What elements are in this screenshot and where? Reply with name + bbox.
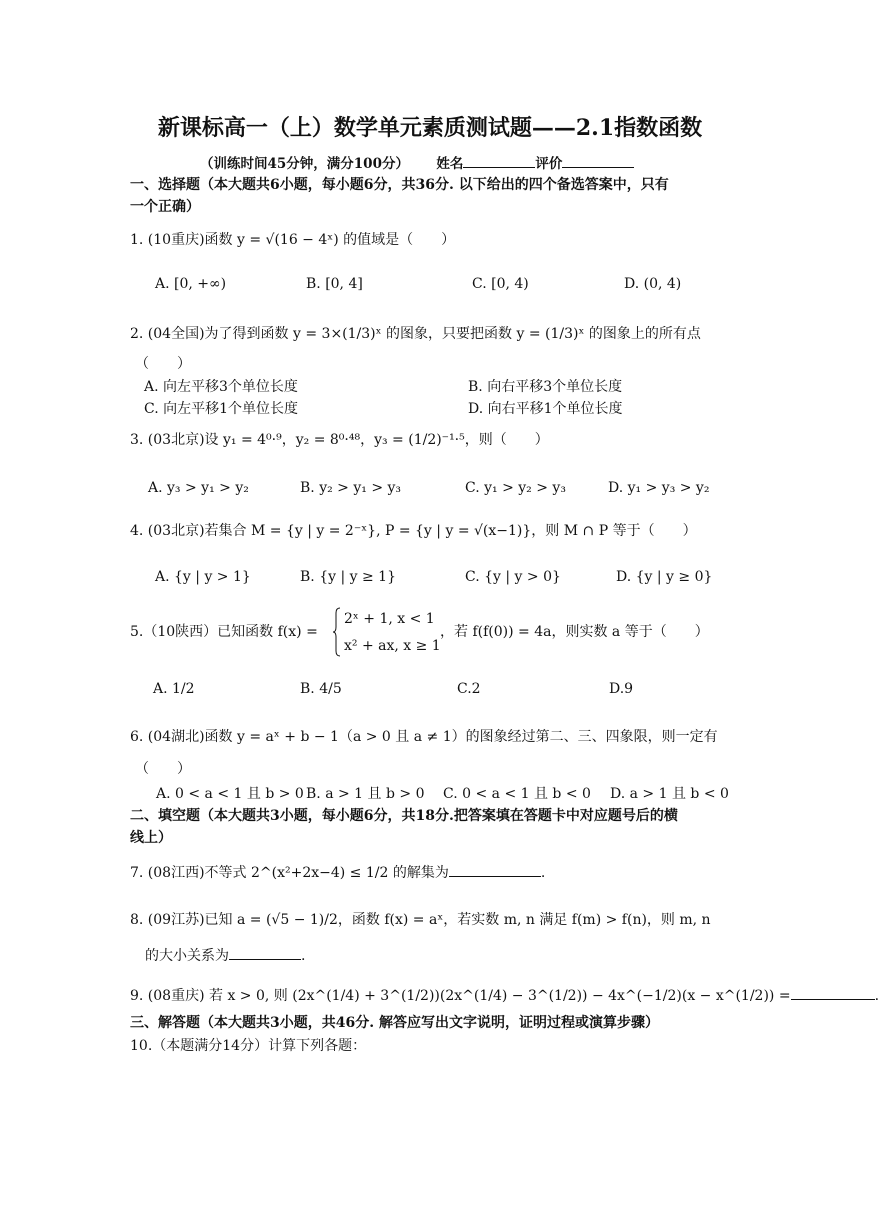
section3-header: 三、解答题（本大题共3小题，共46分. 解答应写出文字说明，证明过程或演算步骤） — [130, 1015, 659, 1031]
q3-option-c: C. y₁ > y₂ > y₃ — [465, 480, 566, 496]
name-label: 姓名 — [436, 156, 464, 172]
q3-option-b: B. y₂ > y₁ > y₃ — [300, 480, 402, 496]
question-5-stem-suffix: ，若 f(f(0)) = 4a，则实数 a 等于（ ） — [440, 624, 709, 640]
page-title: 新课标高一（上）数学单元素质测试题——2.1指数函数 — [157, 115, 703, 141]
question-7 — [130, 862, 545, 883]
section2-header-line1: 二、填空题（本大题共3小题，每小题6分，共18分.把答案填在答题卡中对应题号后的横 — [130, 808, 678, 824]
question-8-stem-line2: 的大小关系为 — [145, 948, 229, 964]
section2-header-line2: 线上） — [130, 830, 172, 846]
name-blank[interactable] — [463, 153, 535, 168]
q4-option-d: D. {y | y ≥ 0} — [616, 569, 713, 585]
question-5-stem-prefix: 5.（10陕西）已知函数 f(x) = — [130, 624, 318, 640]
question-9-stem: 9. (08重庆) 若 x > 0, 则 (2x^(1/4) + 3^(1/2))(2x^(1/4) − 3^(1/2)) − 4x^(−1/2)(x − x^(1/2)) = — [130, 988, 791, 1004]
section1-header-line2: 一个正确） — [130, 199, 200, 215]
q4-option-c: C. {y | y > 0} — [465, 569, 561, 585]
q1-option-a: A. [0, +∞) — [155, 276, 227, 292]
q2-option-d: D. 向右平移1个单位长度 — [468, 401, 623, 417]
question-9 — [130, 985, 879, 1006]
question-7-stem: 7. (08江西)不等式 2^(x²+2x−4) ≤ 1/2 的解集为 — [130, 865, 449, 881]
q2-option-b: B. 向右平移3个单位长度 — [468, 379, 623, 395]
question-2-stem-line2: （ ） — [135, 356, 191, 372]
q6-option-b: B. a > 1 且 b > 0 — [306, 786, 425, 802]
q5-option-c: C.2 — [457, 681, 481, 697]
rating-blank[interactable] — [562, 153, 634, 168]
question-6-stem-line1: 6. (04湖北)函数 y = aˣ + b − 1（a > 0 且 a ≠ 1）的图象经过第二、三、四象限，则一定有 — [130, 729, 718, 745]
q1-option-c: C. [0, 4) — [472, 276, 529, 292]
question-3-stem: 3. (03北京)设 y₁ = 4⁰·⁹，y₂ = 8⁰·⁴⁸，y₃ = (1/2)⁻¹·⁵，则（ ） — [130, 432, 549, 448]
q5-option-a: A. 1/2 — [153, 681, 195, 697]
piecewise-case-2: x² + ax, x ≥ 1 — [344, 638, 441, 654]
q8-end: . — [301, 948, 306, 964]
question-4-stem: 4. (03北京)若集合 M = {y | y = 2⁻ˣ}, P = {y | y = √(x−1)}，则 M ∩ P 等于（ ） — [130, 523, 697, 539]
q1-option-d: D. (0, 4) — [624, 276, 682, 292]
q8-answer-blank[interactable] — [229, 945, 301, 960]
q5-option-b: B. 4/5 — [300, 681, 342, 697]
piecewise-case-1: 2ˣ + 1, x < 1 — [344, 611, 435, 627]
q6-option-c: C. 0 < a < 1 且 b < 0 — [443, 786, 591, 802]
question-8-stem-line1: 8. (09江苏)已知 a = (√5 − 1)/2，函数 f(x) = aˣ，若实数 m, n 满足 f(m) > f(n)，则 m, n — [130, 912, 711, 928]
q6-option-a: A. 0 < a < 1 且 b > 0 — [156, 786, 304, 802]
q1-option-b: B. [0, 4] — [306, 276, 363, 292]
q4-option-b: B. {y | y ≥ 1} — [300, 569, 396, 585]
question-1-stem: 1. (10重庆)函数 y = √(16 − 4ˣ) 的值域是（ ） — [130, 232, 456, 248]
exam-duration-score: （训练时间45分钟，满分100分） — [200, 156, 409, 172]
q9-end: . — [874, 988, 879, 1004]
q7-end: . — [540, 865, 546, 881]
rating-label: 评价 — [535, 156, 563, 172]
exam-info — [200, 153, 634, 174]
q3-option-d: D. y₁ > y₃ > y₂ — [608, 480, 710, 496]
question-8-line2 — [145, 945, 305, 966]
q7-answer-blank[interactable] — [449, 862, 541, 877]
q2-option-c: C. 向左平移1个单位长度 — [144, 401, 299, 417]
piecewise-brace — [333, 607, 341, 657]
question-6-stem-line2: （ ） — [135, 761, 191, 777]
q4-option-a: A. {y | y > 1} — [155, 569, 251, 585]
q5-option-d: D.9 — [609, 681, 634, 697]
q2-option-a: A. 向左平移3个单位长度 — [144, 379, 298, 395]
q6-option-d: D. a > 1 且 b < 0 — [610, 786, 729, 802]
q3-option-a: A. y₃ > y₁ > y₂ — [148, 480, 249, 496]
question-10-stem: 10.（本题满分14分）计算下列各题： — [130, 1038, 367, 1054]
section1-header-line1: 一、选择题（本大题共6小题，每小题6分，共36分. 以下给出的四个备选答案中，只有 — [130, 177, 669, 193]
q9-answer-blank[interactable] — [791, 985, 875, 1000]
question-2-stem-line1: 2. (04全国)为了得到函数 y = 3×(1/3)ˣ 的图象，只要把函数 y = (1/3)ˣ 的图象上的所有点 — [130, 326, 701, 342]
